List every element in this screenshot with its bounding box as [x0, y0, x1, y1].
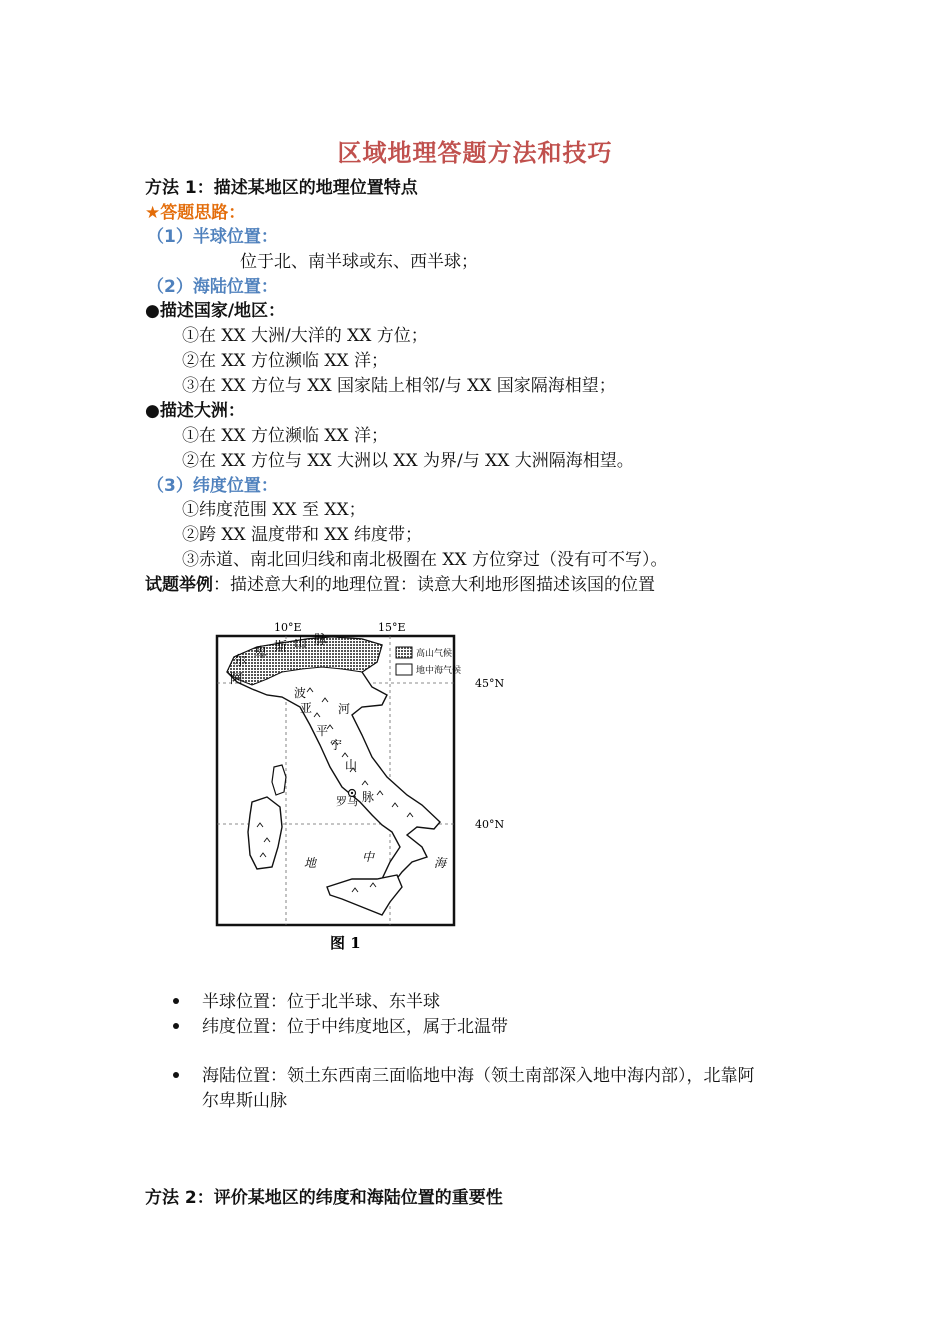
continent-item-1: ①在 XX 方位濒临 XX 洋； [182, 426, 389, 446]
page-title: 区域地理答题方法和技巧 [337, 138, 613, 167]
sea-char-1: 地 [304, 856, 317, 870]
rome-label: 罗马 [336, 795, 358, 808]
country-item-2: ②在 XX 方位濒临 XX 洋； [182, 351, 389, 371]
sea-char-3: 海 [434, 856, 447, 870]
example-line [145, 574, 655, 596]
example-label: 试题举例 [145, 575, 213, 595]
apennine-char-5: 脉 [362, 790, 375, 804]
alps-char-5: 脉 [314, 633, 328, 648]
method2-heading: 方法 2：评价某地区的纬度和海陆位置的重要性 [145, 1188, 503, 1208]
latitude-item-3: ③赤道、南北回归线和南北极圈在 XX 方位穿过（没有可不写）。 [182, 550, 668, 570]
bullet-dot-1 [173, 998, 179, 1004]
map-caption: 图 1 [330, 934, 361, 952]
method1-heading: 方法 1：描述某地区的地理位置特点 [145, 178, 418, 198]
po-char-1: 波 [294, 686, 307, 700]
bullet-dot-3 [173, 1072, 179, 1078]
legend-alpine-label: 高山气候 [416, 649, 453, 659]
apennine-char-4: 山 [345, 758, 358, 772]
bullet-dot-2 [173, 1023, 179, 1029]
legend-med-swatch [396, 664, 412, 675]
legend-alpine-swatch [396, 647, 412, 658]
country-item-1: ①在 XX 大洲/大洋的 XX 方位； [182, 326, 428, 346]
alps-char-4: 山 [294, 636, 308, 651]
apennine-char-1: 亚 [300, 701, 313, 715]
alps-char-2: 卑 [254, 646, 268, 661]
alps-char-a: 阿 [230, 672, 244, 687]
label-45n: 45°N [475, 677, 505, 690]
rome-dot [351, 792, 353, 794]
hemisphere-label: （1）半球位置： [147, 227, 278, 247]
country-item-3: ③在 XX 方位与 XX 国家陆上相邻/与 XX 国家隔海相望； [182, 376, 616, 396]
continent-heading: ●描述大洲： [145, 401, 245, 421]
alps-char-3: 斯 [274, 640, 288, 655]
answer-hemisphere: 半球位置：位于北半球、东半球 [202, 992, 440, 1012]
sea-char-2: 中 [362, 850, 375, 864]
apennine-char-2: 平 [316, 724, 329, 738]
answer-latitude: 纬度位置：位于中纬度地区，属于北温带 [202, 1017, 508, 1037]
country-heading: ●描述国家/地区： [145, 301, 286, 321]
answer-sea-land-cont: 尔卑斯山脉 [202, 1091, 287, 1111]
hemisphere-text: 位于北、南半球或东、西半球； [240, 252, 478, 272]
label-40n: 40°N [475, 818, 505, 831]
label-15e: 15°E [378, 621, 406, 634]
corsica [272, 765, 286, 795]
approach-label: ★答题思路： [145, 203, 246, 223]
example-text: ：描述意大利的地理位置：读意大利地形图描述该国的位置 [213, 575, 655, 595]
latitude-label: （3）纬度位置： [147, 476, 278, 496]
alps-char-1: 尔 [234, 654, 248, 669]
italy-map [212, 617, 512, 957]
answer-sea-land: 海陆位置：领土东西南三面临地中海（领土南部深入地中海内部），北靠阿 [202, 1066, 755, 1086]
sea-land-label: （2）海陆位置： [147, 277, 278, 297]
apennine-char-3: 宁 [330, 738, 343, 752]
po-char-2: 河 [338, 702, 351, 716]
continent-item-2: ②在 XX 方位与 XX 大洲以 XX 为界/与 XX 大洲隔海相望。 [182, 451, 634, 471]
latitude-item-2: ②跨 XX 温度带和 XX 纬度带； [182, 525, 423, 545]
legend-med-label: 地中海气候 [416, 666, 462, 676]
label-10e: 10°E [274, 621, 302, 634]
latitude-item-1: ①纬度范围 XX 至 XX； [182, 500, 366, 520]
